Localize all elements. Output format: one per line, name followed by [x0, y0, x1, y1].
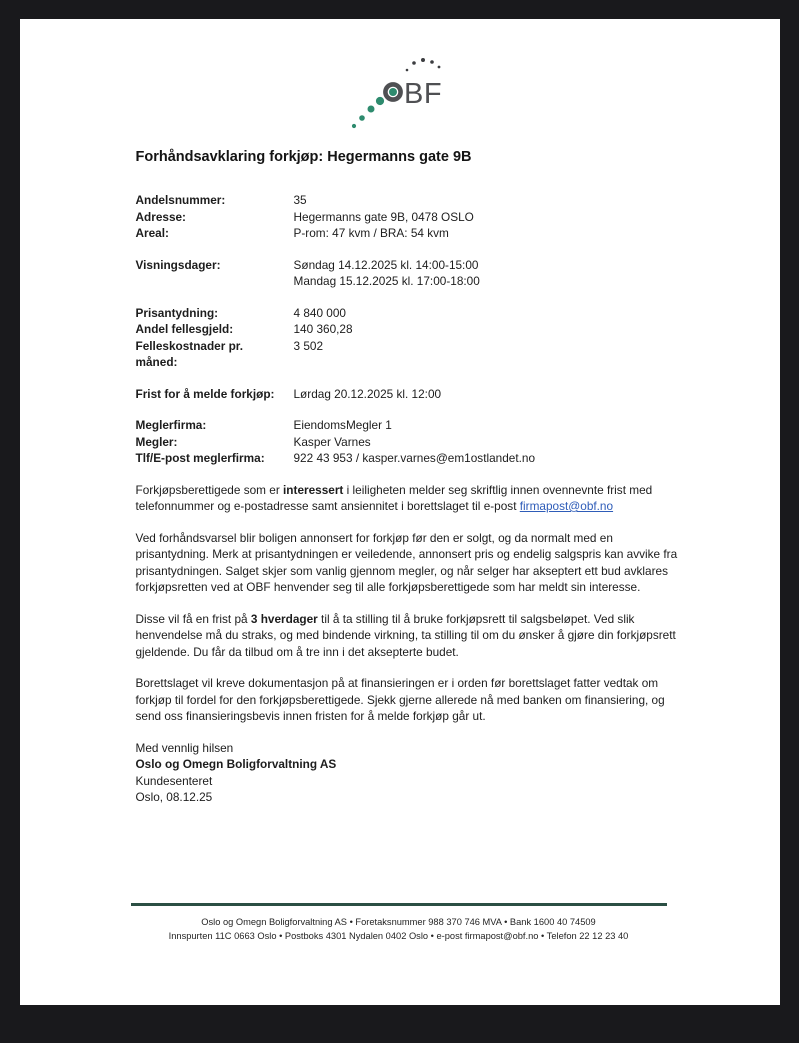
visning-line-2: Mandag 15.12.2025 kl. 17:00-18:00: [293, 274, 480, 288]
signature-department: Kundesenteret: [135, 773, 213, 788]
adresse-value: Hegermanns gate 9B, 0478 OSLO: [293, 209, 474, 224]
logo-letters: BF: [403, 78, 442, 110]
signature-greeting: Med vennlig hilsen: [135, 740, 234, 755]
footer-divider: [131, 903, 667, 906]
email-link[interactable]: firmapost@obf.no: [519, 499, 614, 513]
prisantydning-value: 4 840 000: [293, 305, 346, 320]
logo-dot-trail-dark: [405, 58, 440, 71]
signature-company: Oslo og Omegn Boligforvaltning AS: [135, 757, 337, 771]
meglerfirma-label: Meglerfirma:: [135, 418, 207, 432]
row-visningsdager: [136, 257, 684, 290]
andel-fellesgjeld-value: 140 360,28: [293, 322, 353, 336]
signature-block: [136, 740, 684, 806]
paragraph-deadline-terms: [136, 611, 684, 661]
viewing-days-group: [136, 257, 684, 290]
row-andel-fellesgjeld: [136, 321, 684, 338]
felleskostnader-label: Felleskostnader pr. måned:: [135, 338, 244, 369]
frist-value: Lørdag 20.12.2025 kl. 12:00: [293, 386, 442, 401]
row-felleskostnader: [136, 338, 684, 371]
paragraph-interest: [136, 482, 684, 515]
prisantydning-label: Prisantydning:: [135, 305, 219, 320]
p1-text-1: Forkjøpsberettigede som er: [135, 482, 284, 497]
footer-line-1: Oslo og Omegn Boligforvaltning AS • Foretaksnummer 988 370 746 MVA • Bank 1600 40 74509: [201, 917, 596, 927]
andelsnummer-value: 35: [293, 193, 307, 207]
obf-logo-graphic: [340, 53, 460, 133]
megler-value: Kasper Varnes: [293, 434, 371, 449]
price-facts-group: [136, 305, 684, 371]
frist-label: Frist for å melde forkjøp:: [135, 386, 275, 401]
unit-facts-group: [136, 192, 684, 242]
paragraph-process: Ved forhåndsvarsel blir boligen annonsert for forkjøp før den er solgt, og da normalt med en prisantydning. Merk at prisantydningen er veiledende, annonsert pris og endelig salgspris kan avvike fra prisantydningen. Salget skjer som vanlig gjennom megler, og når selger har akseptert ett bud avklares forkjøpsretten ved at OBF henvender seg til alle forkjøpsberettigede som har meldt sin interesse.: [135, 530, 678, 594]
p3-text-2: til å ta stilling til å bruke forkjøpsrett til salgsbeløpet. Ved slik henvendelse må du straks, og med bindende virkning, ta stilling til om du ønsker å gjøre din forkjøpsrett gjeldende. Du får da tilbud om å tre inn i det aksepterte budet.: [135, 611, 676, 659]
document-page: [20, 19, 780, 1005]
paragraph-financing: Borettslaget vil kreve dokumentasjon på at finansieringen er i orden før borettslaget fatter vedtak om forkjøp til fordel for den forkjøpsberettigede. Sjekk gjerne allerede nå med banken om finansiering, og send oss finansieringsbevis innen fristen for å melde forkjøp går ut.: [135, 676, 665, 723]
visningsdager-label: Visningsdager:: [135, 257, 221, 272]
document-footer: [131, 903, 667, 943]
row-adresse: [136, 209, 684, 226]
document-body: [136, 192, 684, 806]
signature-place-date: Oslo, 08.12.25: [135, 790, 213, 804]
p1-bold: interessert: [283, 482, 344, 497]
row-frist: [136, 386, 684, 403]
areal-value: P-rom: 47 kvm / BRA: 54 kvm: [293, 226, 449, 240]
p3-bold: 3 hverdager: [250, 611, 318, 626]
tlf-epost-label: Tlf/E-post meglerfirma:: [135, 451, 265, 465]
visningsdager-value: [294, 257, 684, 290]
p1-text-2: i leiligheten melder seg skriftlig innen ovennevnte frist med telefonnummer og e-postadresse samt ansiennitet i borettslaget til e-post: [135, 482, 653, 513]
row-megler: [136, 434, 684, 451]
areal-label: Areal:: [135, 226, 169, 240]
felleskostnader-value: 3 502: [293, 338, 324, 353]
visning-line-1: Søndag 14.12.2025 kl. 14:00-15:00: [293, 257, 479, 272]
logo-dot-trail-green: [351, 97, 383, 128]
logo-o-ring: [385, 84, 400, 99]
tlf-epost-value: 922 43 953 / kasper.varnes@em1ostlandet.no: [293, 451, 536, 465]
andelsnummer-label: Andelsnummer:: [135, 193, 226, 207]
obf-logo: [20, 19, 780, 133]
broker-group: [136, 417, 684, 467]
row-tlf-epost: [136, 450, 684, 467]
row-meglerfirma: [136, 417, 684, 434]
adresse-label: Adresse:: [135, 209, 186, 224]
footer-line-2: Innspurten 11C 0663 Oslo • Postboks 4301 Nydalen 0402 Oslo • e-post firmapost@obf.no • Telefon 22 12 23 40: [168, 931, 629, 941]
megler-label: Megler:: [135, 434, 178, 449]
row-prisantydning: [136, 305, 684, 322]
meglerfirma-value: EiendomsMegler 1: [293, 418, 392, 432]
p3-text-1: Disse vil få en frist på: [135, 611, 251, 626]
row-andelsnummer: [136, 192, 684, 209]
page-title: Forhåndsavklaring forkjøp: Hegermanns gate 9B: [135, 149, 472, 165]
row-areal: [136, 225, 684, 242]
andel-fellesgjeld-label: Andel fellesgjeld:: [135, 322, 234, 336]
deadline-group: [136, 386, 684, 403]
